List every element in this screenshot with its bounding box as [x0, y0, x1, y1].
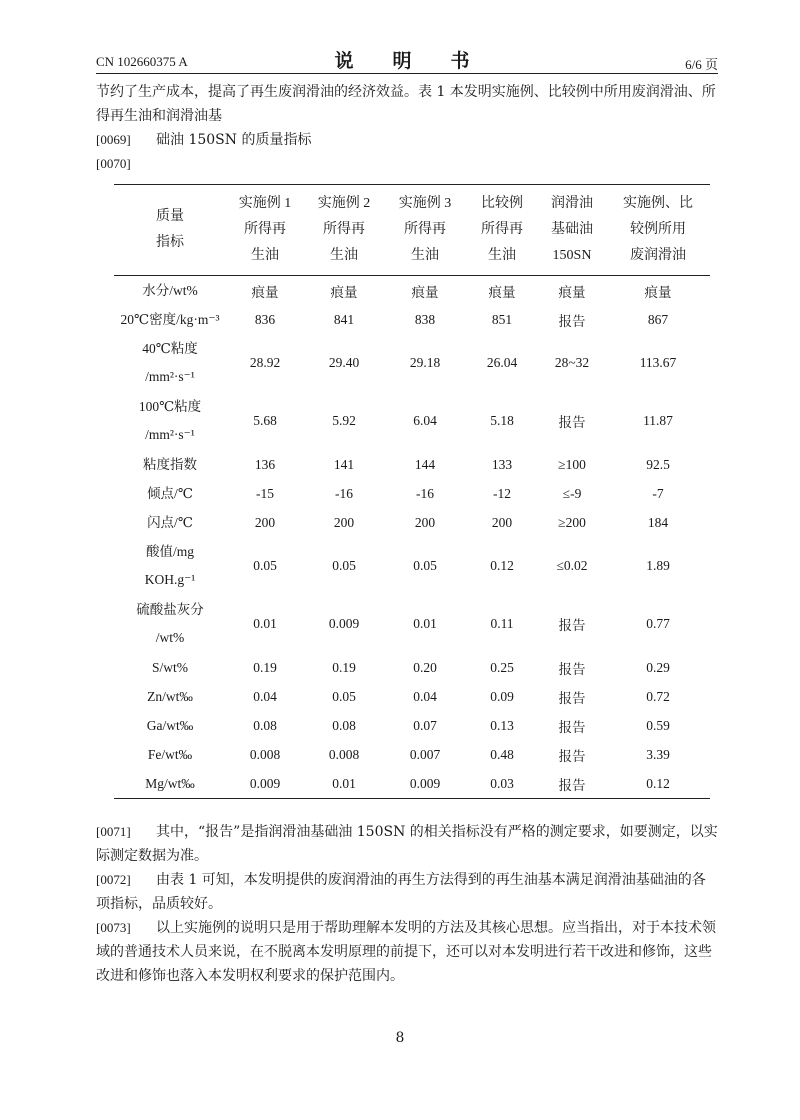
- row-header-cell: Ga/wt‰: [146, 717, 194, 733]
- table-cell: 报告: [558, 415, 586, 430]
- table-row: [114, 769, 710, 799]
- table-row: [114, 334, 710, 392]
- table-cell: 0.01: [253, 616, 277, 631]
- table-cell: 痕量: [251, 284, 279, 300]
- intro-paragraph: 节约了生产成本，提高了再生废润滑油的经济效益。表 1 本发明实施例、比较例中所用废润滑油、所得再生油和润滑油基: [96, 84, 716, 124]
- table-row: [114, 653, 710, 682]
- table-cell: 92.5: [646, 456, 670, 472]
- table-cell: -12: [493, 485, 511, 501]
- table-cell: -16: [416, 485, 434, 501]
- table-row: [114, 711, 710, 740]
- table-cell: 0.01: [304, 769, 384, 799]
- column-header: 比较例 所得再 生油: [466, 185, 538, 276]
- column-header: 实施例 1 所得再 生油: [226, 185, 304, 276]
- table-cell: 报告: [558, 661, 586, 677]
- table-cell: 0.04: [413, 688, 437, 704]
- paragraph-0069: [96, 128, 718, 152]
- row-header-cell: 20℃密度/kg·m⁻³: [120, 311, 220, 327]
- row-header-cell: Zn/wt‰: [147, 688, 193, 704]
- table-cell: 29.18: [409, 355, 441, 370]
- column-header: 质量 指标: [114, 185, 226, 276]
- table-cell: -7: [652, 485, 664, 501]
- table-cell: ≥200: [558, 514, 586, 530]
- table-cell: 0.008: [328, 746, 360, 762]
- paragraph-0073: [96, 916, 718, 988]
- paragraph-number: [0070]: [96, 156, 131, 171]
- paragraph-number: [0069]: [96, 132, 131, 147]
- table-cell: 0.04: [253, 688, 277, 704]
- table-cell: 痕量: [558, 284, 586, 300]
- table-cell: 0.29: [646, 659, 670, 675]
- table-header-row: [114, 185, 710, 276]
- table-cell: 200: [491, 514, 513, 530]
- table-cell: 0.08: [253, 717, 277, 733]
- table-row: [114, 450, 710, 479]
- table-cell: 0.48: [490, 746, 514, 762]
- table-cell: 0.01: [413, 616, 437, 631]
- table-cell: 184: [647, 514, 669, 530]
- table-cell: 0.77: [646, 616, 670, 631]
- table-cell: 0.09: [490, 688, 514, 704]
- table-cell: 29.40: [328, 355, 360, 370]
- table-cell: 200: [254, 514, 276, 530]
- table-cell: 133: [491, 456, 513, 472]
- paragraph-0070: [96, 152, 718, 176]
- paragraph-text: 由表 1 可知，本发明提供的废润滑油的再生方法得到的再生油基本满足润滑油基础油的各项指标，品质较好。: [96, 872, 706, 912]
- table-cell: 200: [333, 514, 355, 530]
- table-cell: 0.19: [332, 659, 356, 675]
- table-row: [114, 305, 710, 334]
- table-cell: 0.19: [253, 659, 277, 675]
- column-header: 实施例 2 所得再 生油: [304, 185, 384, 276]
- table-cell: ≤0.02: [556, 558, 588, 573]
- table-cell: 141: [333, 456, 355, 472]
- table-cell: 0.05: [332, 688, 356, 704]
- table-cell: 报告: [538, 769, 606, 799]
- row-header-cell: Mg/wt‰: [114, 769, 226, 799]
- table-cell: 0.008: [249, 746, 281, 762]
- table-cell: 报告: [558, 719, 586, 735]
- table-cell: 痕量: [644, 284, 672, 300]
- table-cell: ≤-9: [562, 485, 582, 501]
- table-cell: 0.59: [646, 717, 670, 733]
- row-header-cell: 水分/wt%: [142, 282, 198, 298]
- table-cell: 痕量: [411, 284, 439, 300]
- row-header-cell: S/wt%: [151, 659, 188, 675]
- table-cell: 0.08: [332, 717, 356, 733]
- table-cell: 26.04: [486, 355, 518, 370]
- table-cell: 0.07: [413, 717, 437, 733]
- table-cell: 报告: [558, 690, 586, 706]
- table-row: [114, 276, 710, 306]
- table-cell: 851: [491, 311, 513, 327]
- table-cell: -15: [256, 485, 274, 501]
- table-cell: 0.05: [413, 558, 437, 573]
- quality-index-table: [114, 184, 710, 799]
- row-header-cell: 粘度指数: [143, 456, 197, 472]
- table-cell: 5.18: [490, 413, 514, 428]
- table-cell: 28.92: [249, 355, 281, 370]
- paragraph-text: 其中，“报告”是指润滑油基础油 150SN 的相关指标没有严格的测定要求，如要测定，以实际测定数据为准。: [96, 824, 718, 864]
- table-cell: 报告: [558, 748, 586, 764]
- column-header: 实施例 3 所得再 生油: [384, 185, 466, 276]
- page-number: 8: [395, 1030, 405, 1046]
- table-row: [114, 595, 710, 653]
- table-cell: 0.13: [490, 717, 514, 733]
- paragraph-0072: [96, 868, 718, 916]
- table-cell: 0.03: [466, 769, 538, 799]
- table-cell: 0.007: [409, 746, 441, 762]
- table-cell: 1.89: [646, 558, 670, 573]
- row-header-cell: 闪点/℃: [147, 514, 193, 530]
- page-header: [96, 46, 718, 74]
- paragraph-number: [0072]: [96, 872, 131, 887]
- table-row: [114, 479, 710, 508]
- table-cell: 144: [414, 456, 436, 472]
- table-cell: 0.20: [413, 659, 437, 675]
- table-row: [114, 508, 710, 537]
- table-cell: 3.39: [646, 746, 670, 762]
- header-rule: [96, 73, 718, 74]
- table-cell: 0.11: [490, 616, 514, 631]
- table-cell: 113.67: [639, 355, 677, 370]
- column-header: 实施例、比 较例所用 废润滑油: [606, 185, 710, 276]
- row-header-cell: 40℃粘度 /mm²·s⁻¹: [142, 341, 198, 384]
- paragraph-number: [0073]: [96, 920, 131, 935]
- table-cell: 5.68: [253, 413, 277, 428]
- table-row: [114, 537, 710, 595]
- table-row: [114, 740, 710, 769]
- paragraph-text: 以上实施例的说明只是用于帮助理解本发明的方法及其核心思想。应当指出，对于本技术领域的普通技术人员来说，在不脱离本发明原理的前提下，还可以对本发明进行若干改进和修饰，这些改进和修饰也落入本发明权利要求的保护范围内。: [96, 920, 716, 984]
- table-cell: 0.05: [332, 558, 356, 573]
- table-cell: -16: [335, 485, 353, 501]
- table-row: [114, 392, 710, 450]
- table-cell: 0.12: [490, 558, 514, 573]
- table-cell: 0.05: [253, 558, 277, 573]
- table-row: [114, 682, 710, 711]
- page-indicator: 6/6 页: [685, 57, 718, 72]
- table-cell: 5.92: [332, 413, 356, 428]
- table-cell: 痕量: [330, 284, 358, 300]
- table-cell: 0.009: [384, 769, 466, 799]
- table-cell: 136: [254, 456, 276, 472]
- table-cell: 0.009: [226, 769, 304, 799]
- table-cell: 11.87: [643, 413, 673, 428]
- table-cell: 痕量: [488, 284, 516, 300]
- table-cell: 836: [254, 311, 276, 327]
- paragraph-0071: [96, 820, 718, 868]
- document-title: 说 明 书: [334, 50, 480, 72]
- row-header-cell: Fe/wt‰: [147, 746, 193, 762]
- table-cell: 841: [333, 311, 355, 327]
- table-cell: 报告: [558, 618, 586, 633]
- table-cell: 28~32: [554, 355, 590, 370]
- paragraph-number: [0071]: [96, 824, 131, 839]
- column-header: 润滑油 基础油 150SN: [538, 185, 606, 276]
- row-header-cell: 100℃粘度 /mm²·s⁻¹: [138, 399, 202, 442]
- table-cell: 838: [414, 311, 436, 327]
- paragraph-text: 础油 150SN 的质量指标: [156, 132, 312, 148]
- table-cell: 200: [414, 514, 436, 530]
- row-header-cell: 酸值/mg KOH.g⁻¹: [144, 544, 196, 587]
- row-header-cell: 硫酸盐灰分 /wt%: [136, 602, 204, 645]
- table-cell: 报告: [558, 313, 586, 329]
- table-cell: 867: [647, 311, 669, 327]
- table-cell: 0.25: [490, 659, 514, 675]
- row-header-cell: 倾点/℃: [147, 485, 193, 501]
- table-cell: 0.72: [646, 688, 670, 704]
- table-cell: 0.12: [606, 769, 710, 799]
- patent-number: CN 102660375 A: [96, 54, 188, 69]
- table-cell: 6.04: [413, 413, 437, 428]
- table-cell: ≥100: [558, 456, 586, 472]
- table-cell: 0.009: [328, 616, 360, 631]
